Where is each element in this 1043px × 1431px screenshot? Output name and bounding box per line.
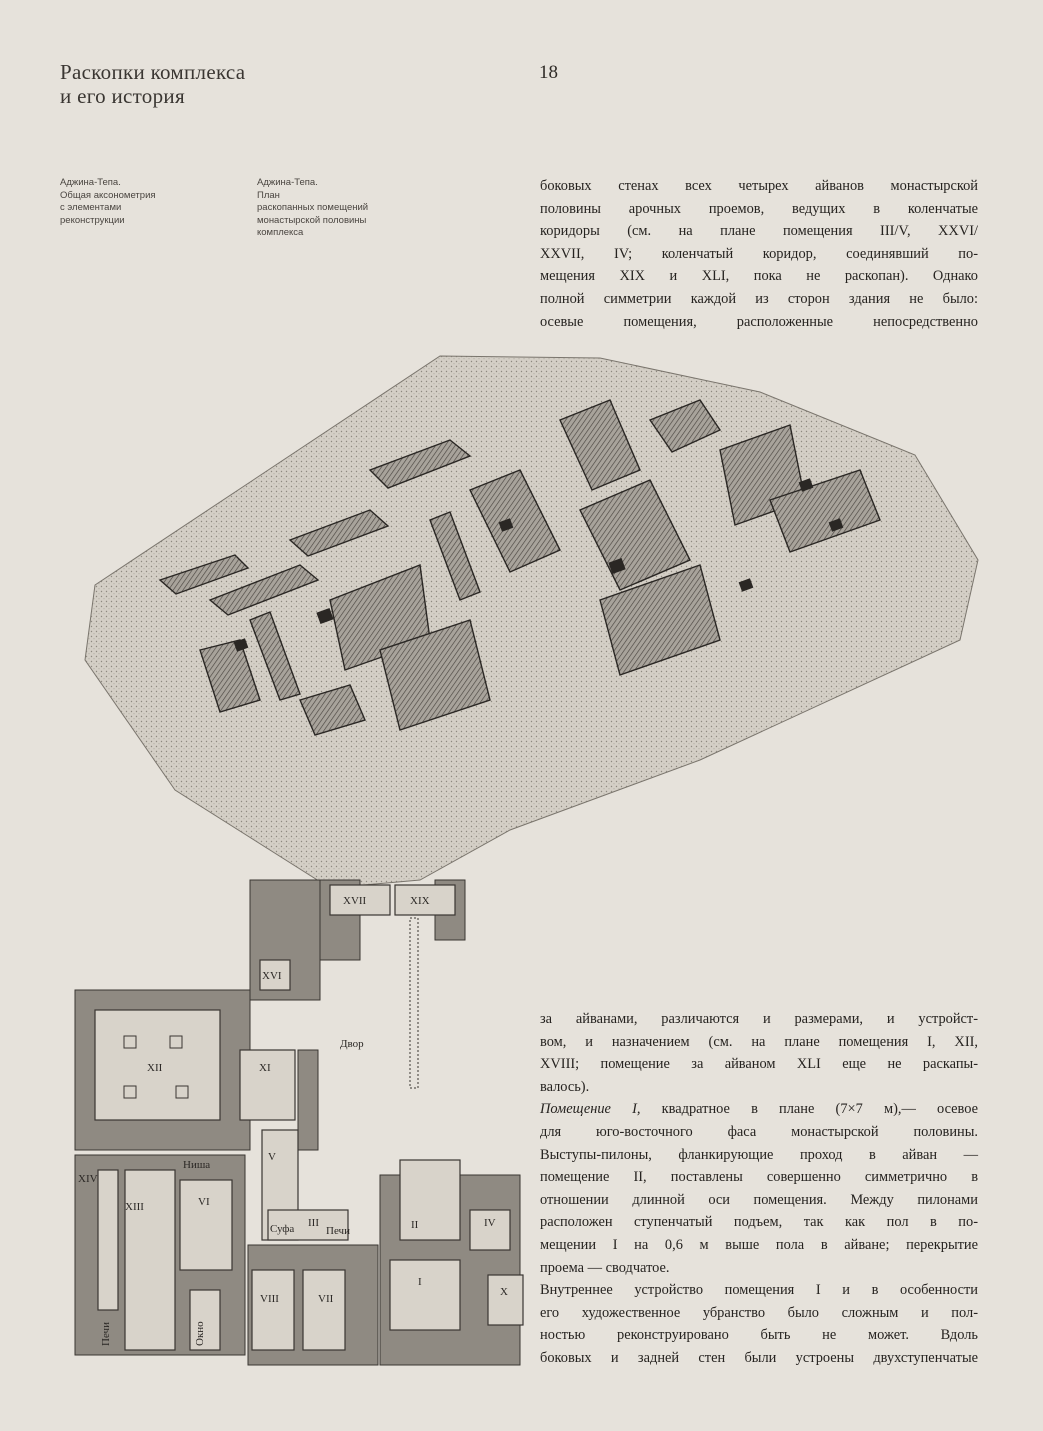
plan-label-i: I	[418, 1276, 422, 1288]
page-number: 18	[539, 62, 558, 83]
lead-rest: квадратное в плане (7×7 м),— осевое	[640, 1101, 978, 1118]
caption-line: реконструкции	[60, 214, 125, 226]
caption-line: монастырской половины	[257, 214, 367, 226]
text-line: боковых и задней стен были устроены двухступенчатые	[540, 1349, 978, 1366]
plan-label-sufa: Суфа	[270, 1223, 295, 1235]
plan-label-iv: IV	[484, 1217, 496, 1229]
text-line: для юго-восточного фаса монастырской половины.	[540, 1123, 978, 1140]
caption-line: Аджина-Тепа.	[257, 177, 318, 188]
text-line: XVIII; помещение за айваном XLI еще не раскапы-	[540, 1056, 978, 1073]
plan-label-vii: VII	[318, 1293, 334, 1305]
text-line: полной симметрии каждой из сторон здания не было:	[540, 290, 978, 307]
plan-label-xvii: XVII	[343, 895, 367, 907]
caption-line: комплекса	[257, 227, 304, 239]
text-line: валось).	[540, 1078, 590, 1095]
plan-label-xiv: XIV	[78, 1173, 98, 1185]
plan-label-pechi: Печи	[326, 1225, 350, 1237]
plan-label-xiii: XIII	[125, 1201, 144, 1213]
lead-italic: Помещение I,	[540, 1101, 641, 1118]
text-line-lead	[540, 1098, 978, 1121]
plan-label-vi: VI	[198, 1196, 210, 1208]
section-heading-line-2: и его история	[60, 84, 185, 108]
caption-line: раскопанных помещений	[257, 202, 369, 214]
text-line: за айванами, различаются и размерами, и устройст-	[540, 1011, 978, 1027]
text-line: мещении I на 0,6 м выше пола в айване; перекрытие	[540, 1236, 978, 1253]
plan-label-viii: VIII	[260, 1293, 279, 1305]
text-line: боковых стенах всех четырех айванов монастырской	[540, 178, 978, 194]
text-line: помещение II, поставлены совершенно симметрично в	[540, 1169, 978, 1186]
text-line: осевые помещения, расположенные непосредственно	[540, 313, 978, 330]
plan-label-x: X	[500, 1286, 508, 1298]
caption-line: План	[257, 189, 280, 201]
text-line: Выступы-пилоны, фланкирующие проход в айван —	[540, 1146, 978, 1163]
plan-label-iii: III	[308, 1217, 319, 1229]
text-line: коридоры (см. на плане помещения III/V, XXVI/	[540, 223, 978, 240]
text-line: ностью реконструировано быть не может. Вдоль	[540, 1327, 978, 1344]
text-line: расположен ступенчатый подъем, так как пол в по-	[540, 1214, 978, 1231]
plan-label-ii: II	[411, 1219, 419, 1231]
text-line: Внутреннее устройство помещения I и в особенности	[540, 1282, 978, 1299]
plan-label-pech: Печи	[100, 1322, 112, 1346]
section-heading-line-1: Раскопки комплекса	[60, 60, 246, 84]
text-line: отношении длинной оси помещения. Между пилонами	[540, 1191, 978, 1208]
text-line: мещения XIX и XLI, пока не раскопан). Однако	[540, 268, 978, 285]
caption-line: Общая аксонометрия	[60, 189, 156, 201]
plan-label-xvi: XVI	[262, 970, 282, 982]
plan-label-xi: XI	[259, 1062, 271, 1074]
text-line: вом, и назначением (см. на плане помещения I, XII,	[540, 1033, 978, 1050]
plan-label-v: V	[268, 1151, 276, 1163]
caption-line: с элементами	[60, 202, 122, 214]
plan-label-xix: XIX	[410, 895, 430, 907]
body-text-bottom	[540, 1008, 978, 1370]
plan-label-nisha: Ниша	[183, 1159, 211, 1171]
plan-label-dvor: Двор	[340, 1038, 364, 1050]
caption-line: Аджина-Тепа.	[60, 177, 121, 188]
text-line: проема — сводчатое.	[540, 1259, 670, 1276]
text-line: XXVII, IV; коленчатый коридор, соединявший по-	[540, 245, 978, 262]
plan-label-okno: Окно	[194, 1321, 206, 1346]
text-line: его художественное убранство было сложным и пол-	[540, 1304, 978, 1321]
text-line: половины арочных проемов, ведущих в коленчатые	[540, 200, 978, 217]
plan-label-xii: XII	[147, 1062, 163, 1074]
